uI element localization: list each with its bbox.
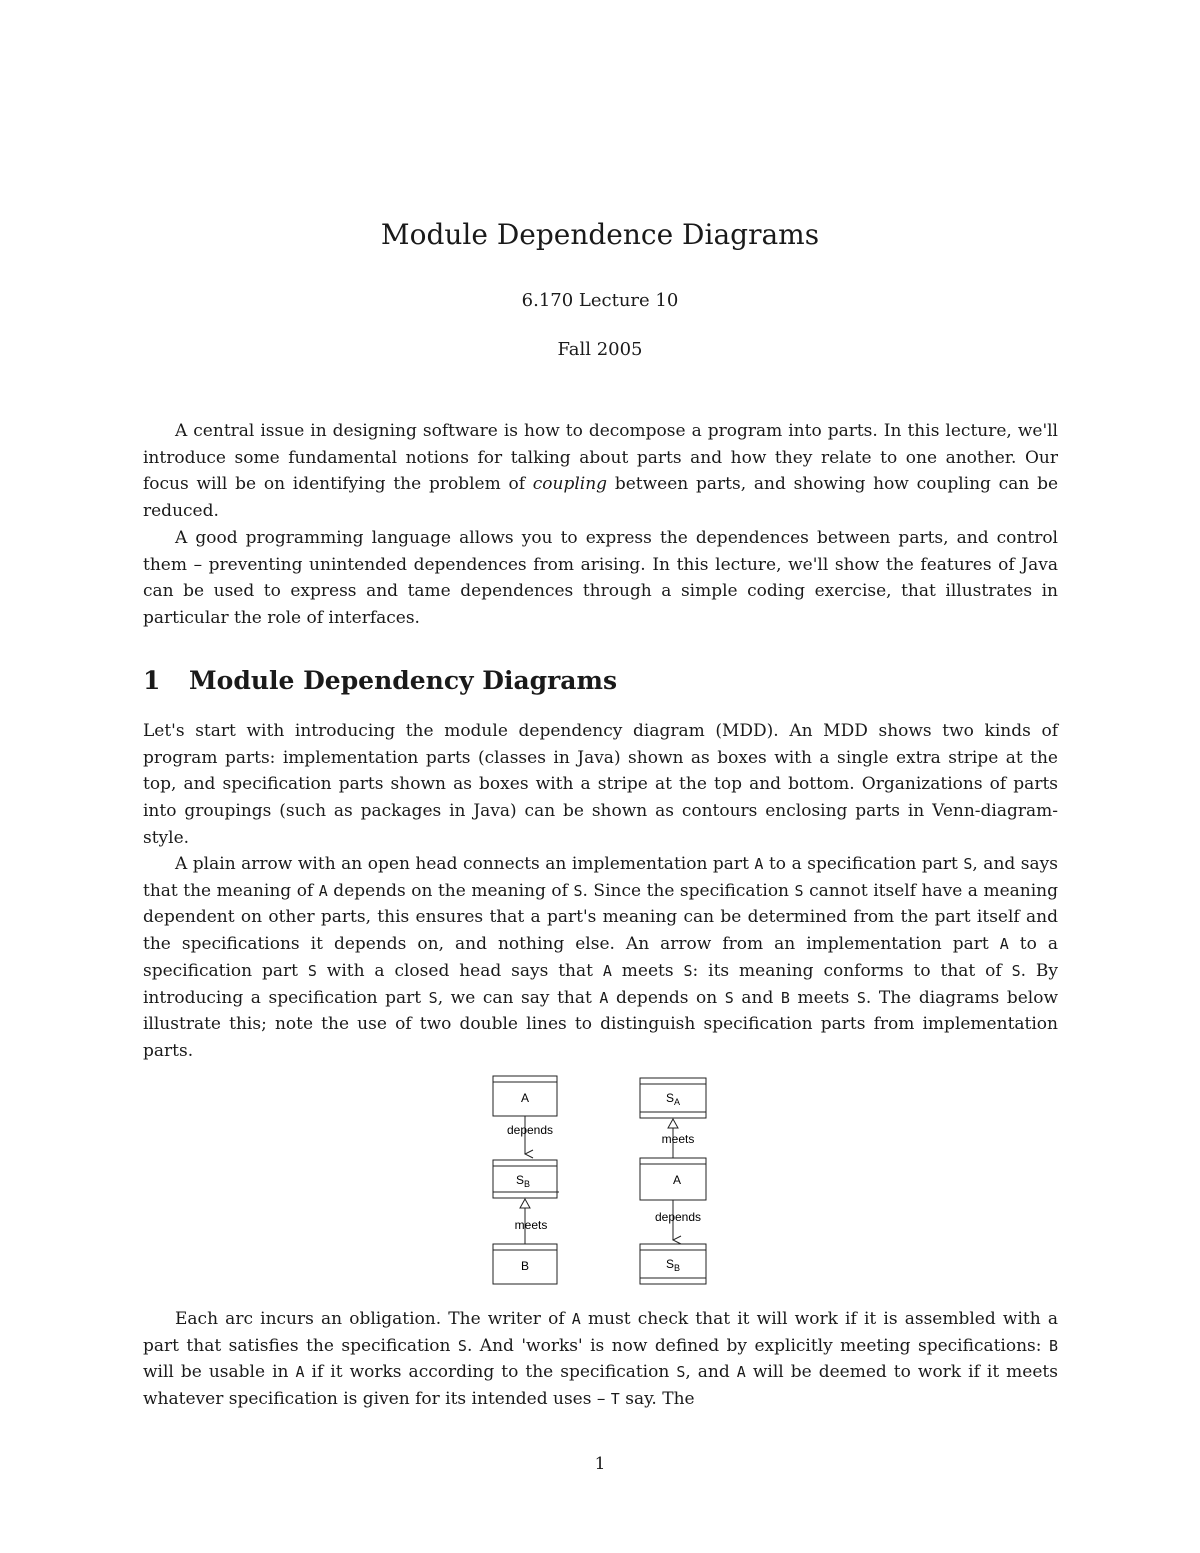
page-number: 1 <box>594 1454 606 1474</box>
spec-box-sb-right <box>640 1244 706 1284</box>
svg-text:SA: $S_A$ <box>665 1091 681 1107</box>
section-paragraph-3: Each arc incurs an obligation. The writer of A must check that it will work if it is assembled with a part that satisfies the specification S. And 'works' is now defined by explicitly meeting specifications: B will be usable in A if it works according to the specification S, and A will be deemed to work if it meets whatever specification is given for its intended uses – T say. The <box>143 1309 1058 1410</box>
mdd-figure <box>470 1068 730 1294</box>
section-title: Module Dependency Diagrams <box>189 666 618 695</box>
svg-text:meets: meets <box>514 1218 548 1232</box>
depends-arrow-right <box>655 1200 701 1240</box>
impl-box-a <box>493 1076 557 1116</box>
emphasis-coupling: coupling <box>532 474 608 495</box>
document-subtitle: 6.170 Lecture 10 <box>521 290 679 311</box>
meets-arrow-right <box>662 1119 695 1158</box>
depends-arrow <box>507 1116 553 1154</box>
section-paragraph-1: Let's start with introducing the module dependency diagram (MDD). An MDD shows two kinds of program parts: implementation parts (classes in Java) shown as boxes with a single extra stripe at the top, and specification parts shown as boxes with a stripe at the top and bottom. Organizations of parts into groupings (such as packages in Java) can be shown as contours enclosing parts in Venn-diagram-style. <box>143 721 1058 848</box>
svg-text:B: B <box>520 1259 530 1273</box>
svg-text:A: A <box>672 1173 682 1187</box>
right-diagram <box>640 1078 706 1284</box>
impl-box-b <box>493 1244 557 1284</box>
spec-box-sb <box>493 1160 559 1198</box>
svg-text:SB: $S_B$ <box>515 1173 531 1189</box>
svg-text:A: A <box>520 1091 530 1105</box>
mdd-diagram-svg <box>470 1068 730 1294</box>
impl-box-a-right <box>640 1158 706 1200</box>
section-paragraph-2: A plain arrow with an open head connects an implementation part A to a specification part S, and says that the meaning of A depends on the meaning of S. Since the specification S cannot itself have a meaning dependent on other parts, this ensures that a part's meaning can be determined from the part itself and the specifications it depends on, and nothing else. An arrow from an implementation part A to a specification part S with a closed head says that A meets S: its meaning conforms to that of S. By introducing a specification part S, we can say that A depends on S and B meets S. The diagrams below illustrate this; note the use of two double lines to distinguish specification parts from implementation parts. <box>143 854 1059 1061</box>
intro-paragraph-1: A central issue in designing software is how to decompose a program into parts. In this lecture, we'll introduce some fundamental notions for talking about parts and how they relate to one another. Our focus will be on identifying the problem of coupling between parts, and showing how coupling can be reduced. <box>143 421 1059 522</box>
section-number: 1 <box>143 666 161 695</box>
left-diagram <box>493 1076 559 1284</box>
spec-box-sa <box>640 1078 706 1118</box>
svg-text:meets: meets <box>661 1132 695 1146</box>
document-title: Module Dependence Diagrams <box>380 218 820 251</box>
svg-text:depends: depends <box>506 1123 554 1137</box>
meets-arrow <box>515 1199 548 1244</box>
svg-text:SB: $S_B$ <box>665 1257 681 1273</box>
intro-paragraph-2: A good programming language allows you to express the dependences between parts, and control them – preventing unintended dependences from arising. In this lecture, we'll show the features of Java can be used to express and tame dependences through a simple coding exercise, that illustrates in particular the role of interfaces. <box>143 528 1058 629</box>
section-heading <box>143 666 617 695</box>
svg-text:depends: depends <box>654 1210 702 1224</box>
document-date: Fall 2005 <box>557 339 643 360</box>
